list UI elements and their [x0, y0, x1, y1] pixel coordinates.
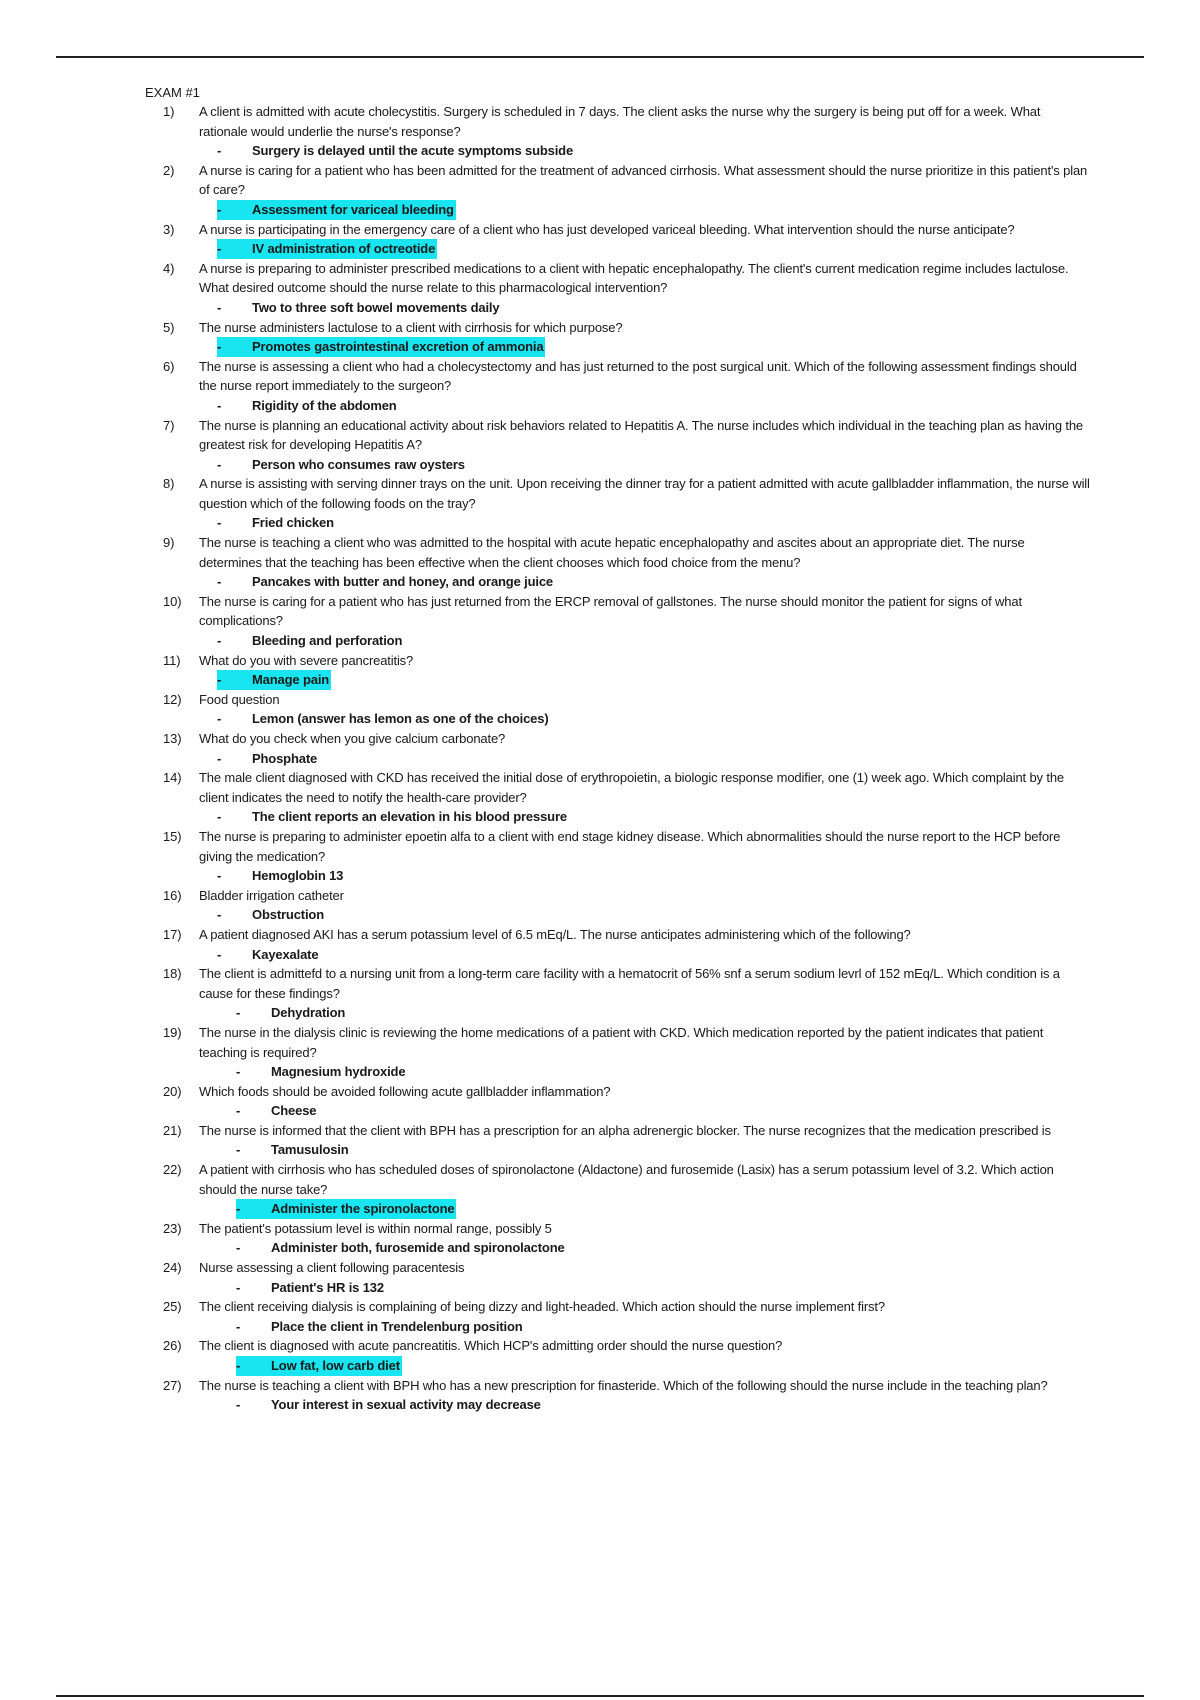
question-text: A nurse is caring for a patient who has been admitted for the treatment of advanced cirrhosis. What assessment should the nurse prioritize in this patient's plan of care? — [199, 162, 1088, 198]
bullet-dash: - — [236, 1397, 241, 1413]
question-item — [145, 1082, 1090, 1121]
bottom-rule — [56, 1695, 1144, 1697]
bullet-dash: - — [217, 143, 222, 159]
question-item — [145, 474, 1090, 533]
question-number: 24) — [163, 1260, 182, 1276]
question-row — [145, 1297, 1090, 1317]
answer-line — [236, 1395, 543, 1415]
answer-line — [217, 298, 501, 318]
answer-line — [217, 455, 467, 475]
question-number: 10) — [163, 593, 182, 609]
answer-text: Kayexalate — [252, 946, 319, 962]
question-row — [145, 827, 1090, 866]
question-text: The nurse is caring for a patient who has just returned from the ERCP removal of gallstones. The nurse should monitor the patient for signs of what complications? — [199, 593, 1022, 629]
top-rule — [56, 56, 1144, 58]
answer — [145, 631, 1090, 651]
bullet-dash: - — [236, 1103, 241, 1119]
question-list — [145, 102, 1090, 1415]
answer-line — [217, 670, 331, 690]
question-text: The client is admittefd to a nursing unit from a long-term care facility with a hematocrit of 56% snf a serum sodium levrl of 152 mEq/L. Which condition is a cause for these findings? — [199, 966, 1060, 1001]
bullet-dash: - — [217, 750, 222, 766]
question-item — [145, 690, 1090, 729]
answer-line — [236, 1199, 456, 1219]
answer-line — [236, 1003, 347, 1023]
question-number: 25) — [163, 1299, 182, 1315]
question-text: Bladder irrigation catheter — [199, 887, 344, 903]
question-number: 12) — [163, 691, 182, 707]
question-item — [145, 768, 1090, 827]
bullet-dash: - — [217, 201, 222, 217]
question-text: The nurse is teaching a client with BPH who has a new prescription for finasteride. Which of the following should the nurse include in the teaching plan? — [199, 1377, 1048, 1393]
answer-line — [217, 749, 319, 769]
question-number: 21) — [163, 1122, 182, 1138]
question-row — [145, 102, 1090, 141]
answer-line — [217, 709, 551, 729]
answer — [145, 298, 1090, 318]
question-row — [145, 1219, 1090, 1239]
answer-line — [217, 141, 575, 161]
bullet-dash: - — [236, 1142, 241, 1158]
question-item — [145, 1121, 1090, 1160]
answer — [145, 1317, 1090, 1337]
question-number: 11) — [163, 652, 181, 668]
question-text: A patient with cirrhosis who has scheduled doses of spironolactone (Aldactone) and furosemide (Lasix) has a serum potassium level of 3.2. Which action should the nurse take? — [199, 1162, 1054, 1197]
question-row — [145, 592, 1090, 631]
question-item — [145, 886, 1090, 925]
question-item — [145, 1023, 1090, 1082]
answer-highlighted — [145, 337, 1090, 357]
bullet-dash: - — [217, 397, 222, 413]
answer-text: Manage pain — [252, 672, 330, 688]
question-row — [145, 533, 1090, 572]
answer — [145, 1003, 1090, 1023]
bullet-dash: - — [217, 672, 222, 688]
question-text: A client is admitted with acute cholecystitis. Surgery is scheduled in 7 days. The client asks the nurse why the surgery is being put off for a week. What rationale would underlie the nurse's response? — [199, 104, 1041, 139]
bullet-dash: - — [217, 456, 222, 472]
answer-text: Assessment for variceal bleeding — [252, 201, 454, 217]
question-item — [145, 1219, 1090, 1258]
question-text: The nurse is teaching a client who was admitted to the hospital with acute hepatic encephalopathy and ascites about an appropriate diet. The nurse determines that the teaching has been effective when the client chooses which food choice from the menu? — [199, 535, 1025, 570]
answer-text: Low fat, low carb diet — [271, 1358, 400, 1373]
question-text: What do you check when you give calcium carbonate? — [199, 731, 506, 746]
question-item — [145, 1297, 1090, 1336]
question-text: A patient diagnosed AKI has a serum potassium level of 6.5 mEq/L. The nurse anticipates administering which of the following? — [199, 926, 911, 942]
answer-text: Administer both, furosemide and spironolactone — [271, 1240, 565, 1256]
question-row — [145, 220, 1090, 240]
answer-line — [217, 513, 336, 533]
answer — [145, 807, 1090, 827]
question-item — [145, 220, 1090, 259]
bullet-dash: - — [217, 907, 222, 923]
question-number: 23) — [163, 1220, 182, 1236]
bullet-dash: - — [217, 574, 222, 590]
answer-text: The client reports an elevation in his blood pressure — [252, 809, 567, 825]
answer — [145, 1278, 1090, 1298]
question-text: The client receiving dialysis is complaining of being dizzy and light-headed. Which action should the nurse implement first? — [199, 1299, 885, 1315]
answer — [145, 513, 1090, 533]
exam-title: EXAM #1 — [145, 85, 200, 100]
answer-text: Pancakes with butter and honey, and orange juice — [252, 574, 554, 590]
question-row — [145, 651, 1090, 671]
question-row — [145, 886, 1090, 906]
answer-text: Surgery is delayed until the acute symptoms subside — [252, 143, 574, 159]
question-number: 15) — [163, 828, 182, 844]
bullet-dash: - — [236, 1240, 241, 1256]
answer — [145, 1062, 1090, 1082]
question-row — [145, 1258, 1090, 1278]
answer-highlighted — [145, 1356, 1090, 1376]
exam-document — [145, 84, 1090, 1415]
question-number: 1) — [163, 104, 175, 119]
question-item — [145, 925, 1090, 964]
bullet-dash: - — [217, 868, 222, 884]
answer-text: Magnesium hydroxide — [271, 1064, 406, 1080]
answer-text: Your interest in sexual activity may decrease — [271, 1397, 541, 1413]
question-item — [145, 964, 1090, 1023]
answer — [145, 709, 1090, 729]
answer-line — [217, 200, 456, 220]
answer-text: Administer the spironolactone — [271, 1201, 455, 1217]
question-item — [145, 651, 1090, 690]
bullet-dash: - — [236, 1318, 241, 1334]
question-text: The nurse is assessing a client who had a cholecystectomy and has just returned to the post surgical unit. Which of the following assessment findings should the nurse report immediately to the surgeon? — [199, 358, 1077, 394]
answer-text: Phosphate — [252, 750, 318, 766]
answer-text: Rigidity of the abdomen — [252, 397, 397, 413]
question-row — [145, 1023, 1090, 1062]
question-text: The nurse is informed that the client with BPH has a prescription for an alpha adrenergic blocker. The nurse recognizes that the medication prescribed is — [199, 1122, 1051, 1138]
question-number: 2) — [163, 162, 175, 178]
bullet-dash: - — [236, 1005, 241, 1021]
answer — [145, 396, 1090, 416]
answer-line — [236, 1356, 402, 1376]
question-item — [145, 161, 1090, 220]
question-row — [145, 1082, 1090, 1102]
question-number: 8) — [163, 476, 175, 492]
answer — [145, 455, 1090, 475]
question-text: What do you with severe pancreatitis? — [199, 652, 414, 668]
question-text: A nurse is preparing to administer prescribed medications to a client with hepatic encephalopathy. The client's current medication regime includes lactulose. What desired outcome should the nurse relate to this pharmacological intervention? — [199, 260, 1069, 296]
bullet-dash: - — [236, 1064, 241, 1080]
answer-text: Obstruction — [252, 907, 325, 923]
question-text: The male client diagnosed with CKD has received the initial dose of erythropoietin, a biologic response modifier, one (1) week ago. Which complaint by the client indicates the need to notify the health-care provider? — [199, 770, 1064, 805]
bullet-dash: - — [217, 809, 222, 825]
answer-text: Place the client in Trendelenburg position — [271, 1318, 523, 1334]
bullet-dash: - — [217, 299, 222, 315]
answer — [145, 1101, 1090, 1121]
answer-text: Hemoglobin 13 — [252, 868, 344, 884]
answer-text: Tamusulosin — [271, 1142, 349, 1158]
question-item — [145, 533, 1090, 592]
question-number: 26) — [163, 1338, 182, 1354]
answer-line — [236, 1278, 386, 1298]
question-row — [145, 690, 1090, 710]
answer-highlighted — [145, 200, 1090, 220]
bullet-dash: - — [236, 1201, 241, 1217]
answer-line — [217, 396, 399, 416]
question-number: 27) — [163, 1377, 182, 1393]
question-number: 6) — [163, 358, 175, 374]
question-row — [145, 925, 1090, 945]
answer-line — [236, 1062, 407, 1082]
question-item — [145, 729, 1090, 768]
answer-line — [236, 1101, 318, 1121]
answer-line — [217, 239, 437, 259]
answer-text: Cheese — [271, 1103, 317, 1119]
answer-line — [236, 1238, 567, 1258]
question-number: 18) — [163, 966, 182, 982]
answer-line — [236, 1140, 351, 1160]
question-item — [145, 1258, 1090, 1297]
answer — [145, 905, 1090, 925]
question-row — [145, 161, 1090, 200]
answer — [145, 1140, 1090, 1160]
answer-highlighted — [145, 239, 1090, 259]
answer — [145, 141, 1090, 161]
question-number: 4) — [163, 260, 175, 276]
answer-line — [217, 945, 320, 965]
answer-highlighted — [145, 670, 1090, 690]
bullet-dash: - — [236, 1279, 241, 1295]
answer-text: Person who consumes raw oysters — [252, 456, 465, 472]
question-item — [145, 1376, 1090, 1415]
question-text: The nurse in the dialysis clinic is reviewing the home medications of a patient with CKD. Which medication reported by the patient indicates that patient teaching is required? — [199, 1024, 1044, 1060]
question-text: A nurse is assisting with serving dinner trays on the unit. Upon receiving the dinner tray for a patient admitted with acute gallbladder inflammation, the nurse will question which of the following foods on the tray? — [199, 476, 1090, 511]
question-number: 7) — [163, 417, 175, 433]
question-item — [145, 827, 1090, 886]
answer-line — [217, 572, 555, 592]
question-item — [145, 357, 1090, 416]
answer-line — [217, 866, 345, 886]
bullet-dash: - — [217, 946, 222, 962]
answer-text: Dehydration — [271, 1005, 346, 1021]
question-row — [145, 357, 1090, 396]
answer — [145, 572, 1090, 592]
question-row — [145, 1336, 1090, 1356]
bullet-dash: - — [217, 633, 222, 649]
answer — [145, 1238, 1090, 1258]
question-row — [145, 964, 1090, 1003]
answer-line — [236, 1317, 525, 1337]
bullet-dash: - — [236, 1358, 241, 1373]
question-row — [145, 318, 1090, 338]
answer-line — [217, 905, 326, 925]
question-text: Food question — [199, 691, 280, 707]
answer-text: IV administration of octreotide — [252, 241, 436, 257]
answer-highlighted — [145, 1199, 1090, 1219]
answer-text: Lemon (answer has lemon as one of the choices) — [252, 711, 549, 727]
answer — [145, 945, 1090, 965]
question-number: 20) — [163, 1083, 182, 1099]
question-text: The patient's potassium level is within normal range, possibly 5 — [199, 1220, 552, 1236]
question-item — [145, 592, 1090, 651]
answer-line — [217, 631, 404, 651]
answer — [145, 866, 1090, 886]
question-row — [145, 416, 1090, 455]
question-row — [145, 729, 1090, 749]
question-number: 22) — [163, 1162, 182, 1178]
question-text: The nurse is planning an educational activity about risk behaviors related to Hepatitis A. The nurse includes which individual in the teaching plan as having the greatest risk for developing Hepatitis A? — [199, 417, 1083, 453]
question-text: The nurse is preparing to administer epoetin alfa to a client with end stage kidney disease. Which abnormalities should the nurse report to the HCP before giving the medication? — [199, 828, 1061, 864]
question-item — [145, 102, 1090, 161]
question-text: Which foods should be avoided following acute gallbladder inflammation? — [199, 1083, 611, 1099]
question-text: A nurse is participating in the emergency care of a client who has just developed variceal bleeding. What intervention should the nurse anticipate? — [199, 221, 1015, 237]
question-item — [145, 416, 1090, 475]
bullet-dash: - — [217, 241, 222, 257]
bullet-dash: - — [217, 515, 222, 531]
question-number: 16) — [163, 887, 182, 903]
question-number: 9) — [163, 535, 175, 551]
question-row — [145, 259, 1090, 298]
question-number: 13) — [163, 731, 182, 746]
answer-text: Fried chicken — [252, 515, 334, 531]
question-row — [145, 474, 1090, 513]
answer-text: Two to three soft bowel movements daily — [252, 299, 500, 315]
question-item — [145, 318, 1090, 357]
question-row — [145, 1160, 1090, 1199]
question-number: 3) — [163, 221, 175, 237]
answer-text: Bleeding and perforation — [252, 633, 403, 649]
answer-text: Patient's HR is 132 — [271, 1279, 384, 1295]
bullet-dash: - — [217, 339, 222, 355]
question-text: The nurse administers lactulose to a client with cirrhosis for which purpose? — [199, 319, 623, 335]
question-row — [145, 1121, 1090, 1141]
question-row — [145, 1376, 1090, 1396]
question-number: 17) — [163, 926, 182, 942]
question-number: 19) — [163, 1024, 182, 1040]
question-text: The client is diagnosed with acute pancreatitis. Which HCP's admitting order should the nurse question? — [199, 1338, 783, 1354]
answer-line — [217, 337, 545, 357]
question-number: 14) — [163, 770, 182, 786]
question-item — [145, 1160, 1090, 1219]
answer-text: Promotes gastrointestinal excretion of ammonia — [252, 339, 544, 355]
question-text: Nurse assessing a client following paracentesis — [199, 1260, 465, 1276]
question-number: 5) — [163, 319, 175, 335]
question-row — [145, 768, 1090, 807]
bullet-dash: - — [217, 711, 222, 727]
answer-line — [217, 807, 569, 827]
answer — [145, 1395, 1090, 1415]
question-item — [145, 1336, 1090, 1375]
answer — [145, 749, 1090, 769]
question-item — [145, 259, 1090, 318]
